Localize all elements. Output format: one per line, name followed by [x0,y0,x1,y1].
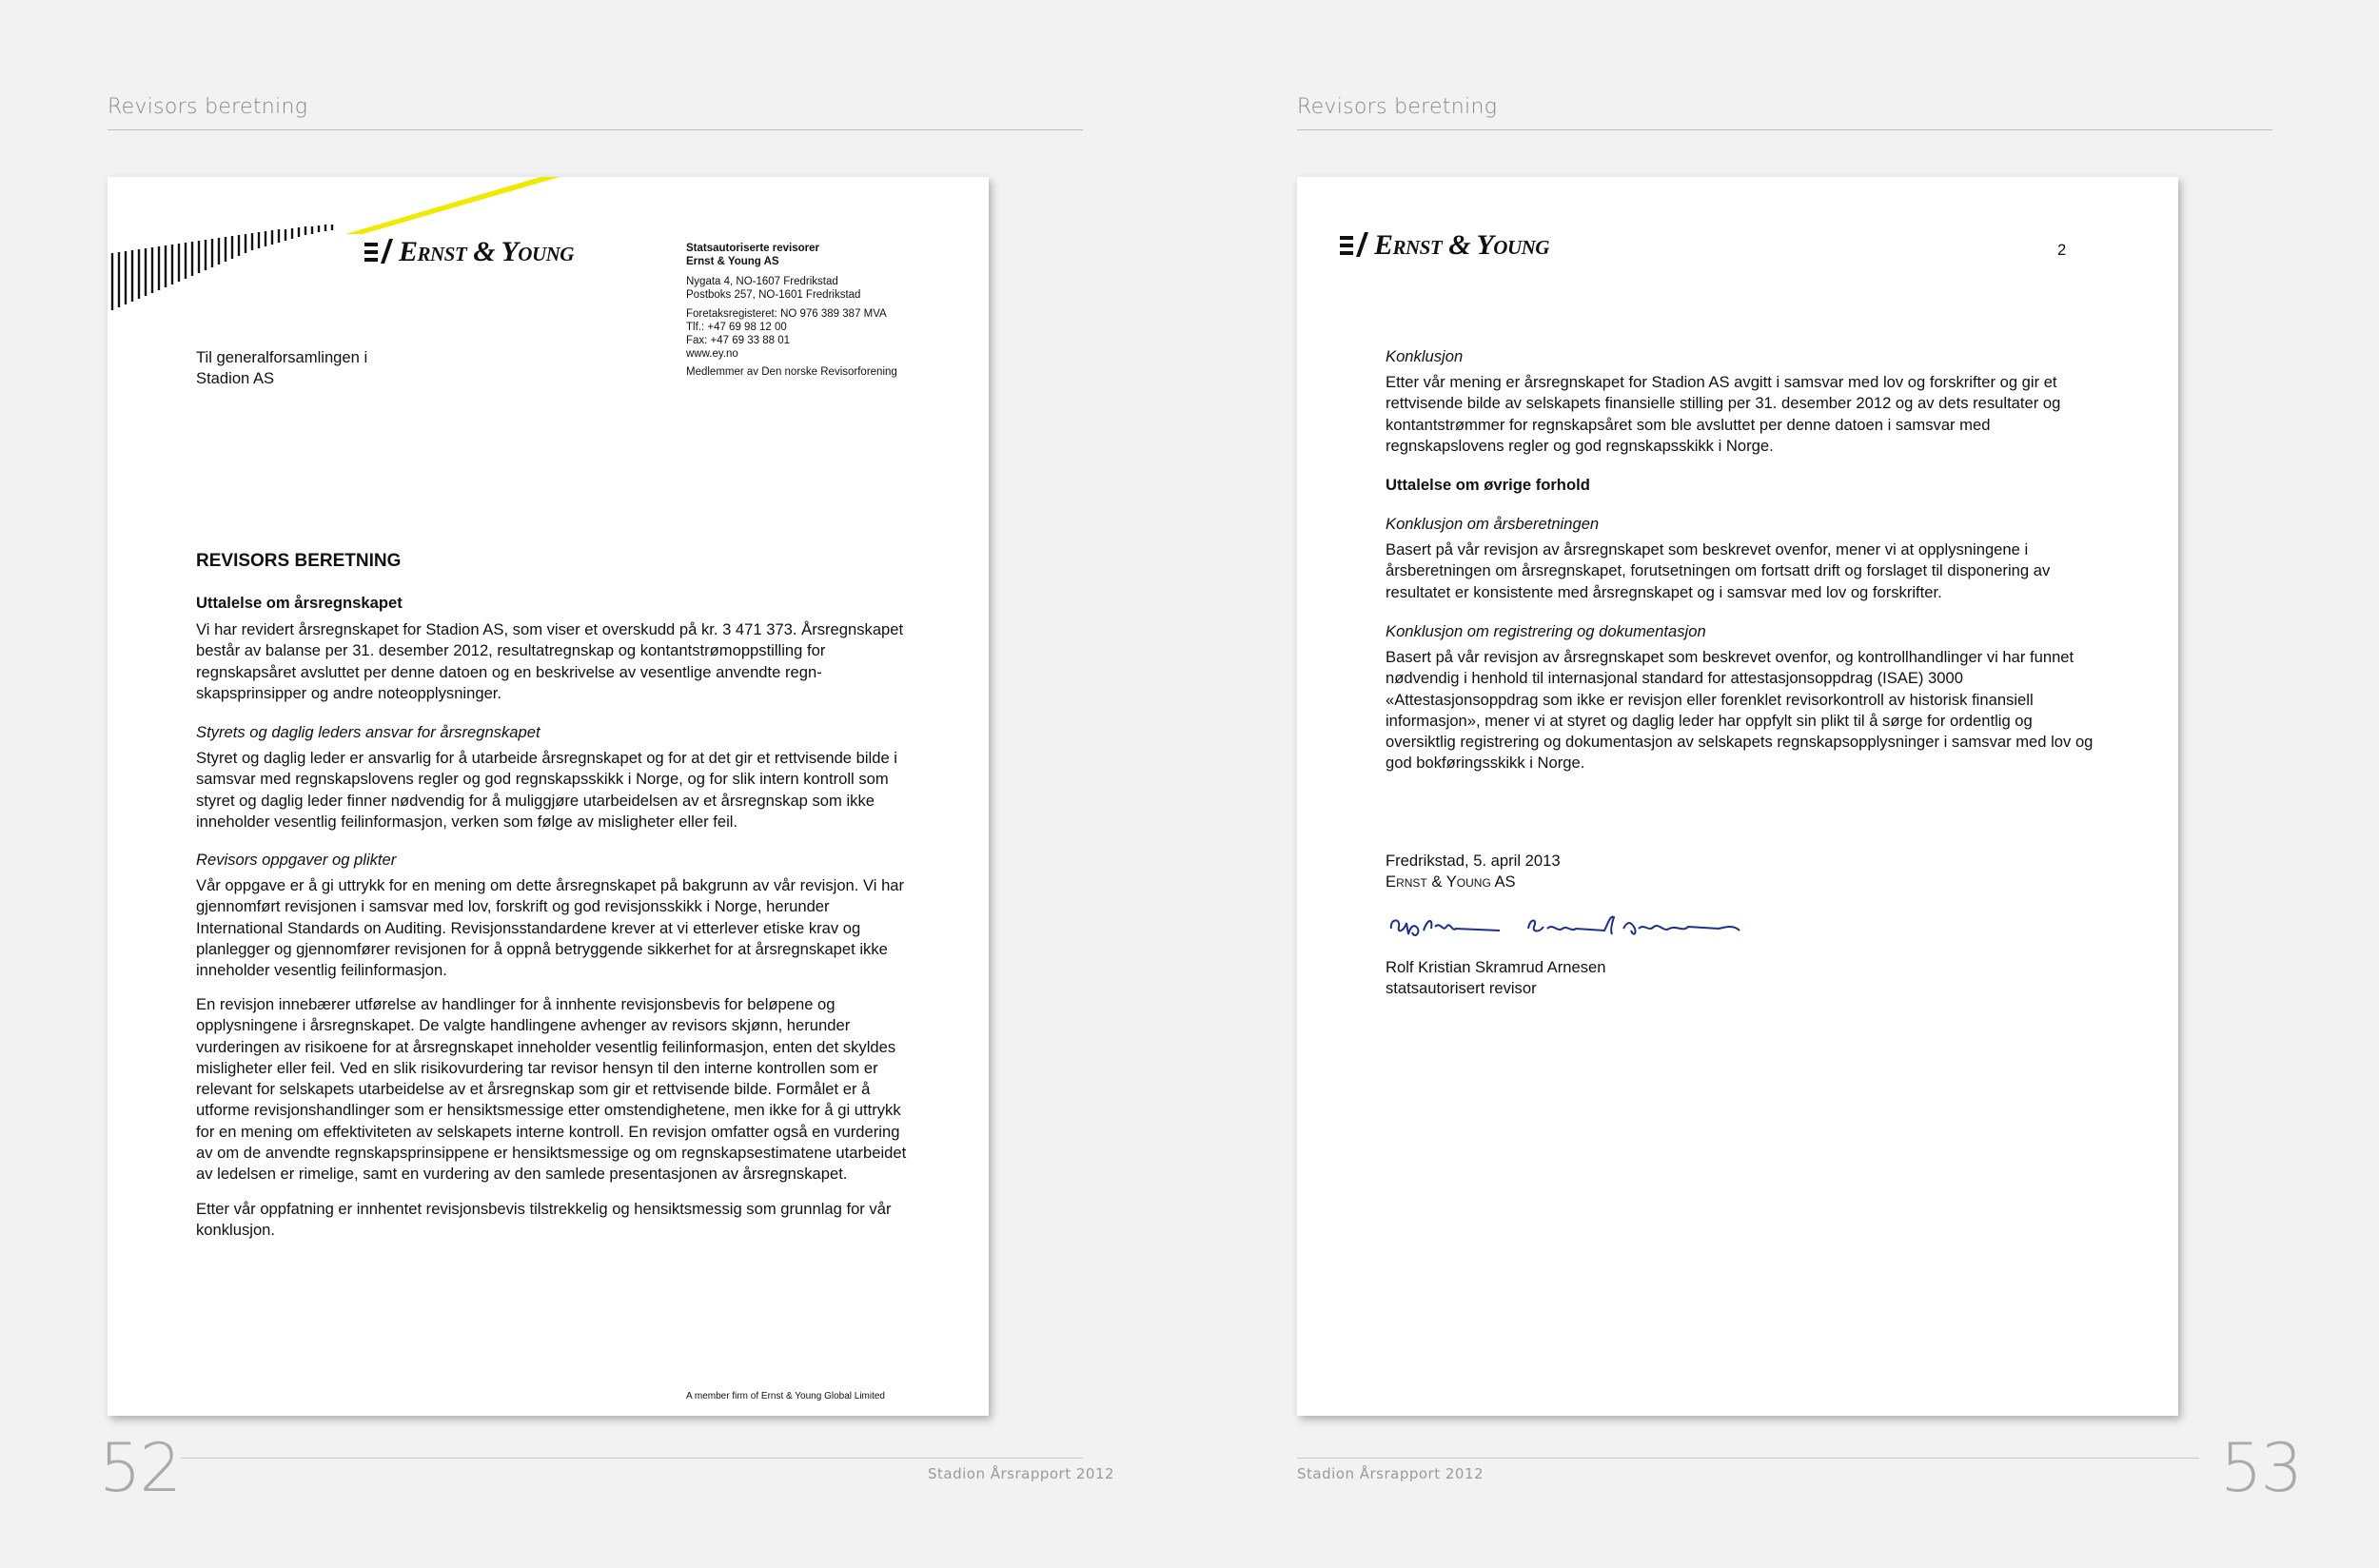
ey-logo-icon [1340,232,1368,259]
paragraph-2: Styret og daglig leder er ansvarlig for å utarbeide årsregnskapet og for at det gir et rettvisende bilde i samsvar med regnskapslovens regler og god regnskapsskikk i Norge, og for slik intern kontroll som styret og daglig leder finner nødvendig for å muliggjøre utarbeidelsen av et årsregnskap som ikke inneholder vesentlig feilinformasjon, verken som følge av misligheter eller feil. [196,749,897,831]
header-rule-left [108,129,1083,130]
signature [1386,910,1747,948]
firm-name: Ernst & Young AS [1386,872,1516,891]
sender-phone: Tlf.: +47 69 98 12 00 [686,322,787,333]
header-rule-right [1297,129,2272,130]
footer-text-left: Stadion Årsrapport 2012 [928,1465,1115,1482]
place-date: Fredrikstad, 5. april 2013 [1386,852,1561,870]
audit-letter-page-1 [108,177,989,1416]
heading-other-matters: Uttalelse om øvrige forhold [1386,476,1590,494]
sender-title: Statsautoriserte revisorer [686,243,819,254]
letter-heading: REVISORS BERETNING [196,551,402,571]
recipient-line-1: Til generalforsamlingen i [196,348,368,366]
letter-page-number: 2 [2057,241,2067,259]
paragraph-1: Vi har revidert årsregnskapet for Stadion AS, som viser et overskudd på kr. 3 471 373. Årsregnskapet består av balanse per 31. desember 2012, resultatregnskap og kontantstrømoppstilling for regnskapsåret avsluttet per denne datoen og en beskrivelse av vesentlige anvendte regn-skapsprinsipper og andre noteopplysninger. [196,620,904,702]
ey-logo [364,236,574,268]
paragraph-annual-report: Basert på vår revisjon av årsregnskapet som beskrevet ovenfor, mener vi at opplysningene i årsberetningen om årsregnskapet, forutsetningen om fortsatt drift og forslaget til disponering av resultatet er konsistente med årsregnskapet og i samsvar med lov og forskrifter. [1386,540,2051,601]
footer-text-right: Stadion Årsrapport 2012 [1297,1465,1484,1482]
paragraph-3: Vår oppgave er å gi uttrykk for en mening om dette årsregnskapet på bakgrunn av vår revisjon. Vi har gjennomført revisjonen i samsvar med lov, forskrift og god revisjonsskikk i Norge, herunder International Standards on Auditing. Revisjonsstandardene krever at vi etterlever etiske krav og planlegger og gjennomfører revisjonen for å oppnå betryggende sikkerhet for at årsregnskapet ikke inneholder vesentlig feilinformasjon. [196,876,905,980]
subheading-registration-conclusion: Konklusjon om registrering og dokumentasjon [1386,622,1706,640]
subheading-auditor-duties: Revisors oppgaver og plikter [196,851,397,869]
signer-title: statsautorisert revisor [1386,979,1537,997]
paragraph-conclusion: Etter vår mening er årsregnskapet for Stadion AS avgitt i samsvar med lov og forskrifter og gir et rettvisende bilde av selskapets finansielle stilling per 31. desember 2012 og av dets resultater og kontantstrømmer for regnskapsåret som ble avsluttet per denne datoen i samsvar med regnskapslovens regler og god regnskapsskikk i Norge. [1386,373,2061,455]
page-number-right: 53 [2220,1429,2302,1507]
recipient-line-2: Stadion AS [196,369,275,387]
ey-logo-text: Ernst & Young [399,236,574,267]
audit-letter-page-2 [1297,177,2178,1416]
sender-registry: Foretaksregisteret: NO 976 389 387 MVA [686,308,887,320]
ey-logo-text: Ernst & Young [1374,229,1549,261]
ey-logo [1340,229,1549,262]
paragraph-registration: Basert på vår revisjon av årsregnskapet som beskrevet ovenfor, og kontrollhandlinger vi har funnet nødvendig i henhold til internasjonal standard for attestasjonsoppdrag (ISAE) 3000 «Attestasjonsoppdrag som ikke er revisjon eller forenklet revisorkontroll av historisk finansiell informasjon», mener vi at styret og daglig leder har oppfylt sin plikt til å sørge for ordentlig og oversiktlig registrering og dokumentasjon av selskapets regnskapsopplysninger i samsvar med lov og god bokføringsskikk i Norge. [1386,648,2094,773]
sender-web: www.ey.no [686,348,738,360]
sender-company: Ernst & Young AS [686,256,779,267]
letter-footer: A member firm of Ernst & Young Global Limited [686,1391,885,1401]
sender-fax: Fax: +47 69 33 88 01 [686,335,791,346]
footer-rule-right [1297,1458,2199,1459]
subheading-board-responsibility: Styrets og daglig leders ansvar for årsregnskapet [196,723,541,741]
section-title-right: Revisors beretning [1297,95,1498,119]
footer-rule-left [181,1458,1083,1459]
subheading-annual-report-conclusion: Konklusjon om årsberetningen [1386,515,1600,533]
page-number-left: 52 [99,1429,181,1507]
ey-logo-icon [364,239,393,265]
paragraph-5: Etter vår oppfatning er innhentet revisjonsbevis tilstrekkelig og hensiktsmessig som grunnlag for vår konklusjon. [196,1200,892,1240]
paragraph-4: En revisjon innebærer utførelse av handlinger for å innhente revisjonsbevis for beløpene og opplysningene i årsregnskapet. De valgte handlingene avhenger av revisors skjønn, herunder vurderingen av risikoene for at årsregnskapet inneholder vesentlig feilinformasjon, enten det skyldes misligheter eller feil. Ved en slik risikovurdering tar revisor hensyn til den interne kontrollen som er relevant for selskapets utarbeidelse av et årsregnskap som gir et rettvisende bilde. Formålet er å utforme revisjonshandlinger som er hensiktsmessige etter omstendighetene, men ikke for å gi uttrykk for en mening om effektiviteten av selskapets interne kontroll. En revisjon omfatter også en vurdering av om de anvendte regnskapsprinsippene er hensiktsmessige og om regnskapsestimatene utarbeidet av ledelsen er rimelige, samt en vurdering av den samlede presentasjonen av årsregnskapet. [196,995,907,1184]
subheading-statement: Uttalelse om årsregnskapet [196,594,403,612]
signer-name: Rolf Kristian Skramrud Arnesen [1386,958,1606,976]
section-title-left: Revisors beretning [108,95,308,119]
subheading-conclusion: Konklusjon [1386,347,1464,365]
sender-membership: Medlemmer av Den norske Revisorforening [686,366,897,378]
sender-address-1: Nygata 4, NO-1607 Fredrikstad [686,276,838,287]
sender-address-2: Postboks 257, NO-1601 Fredrikstad [686,289,861,301]
